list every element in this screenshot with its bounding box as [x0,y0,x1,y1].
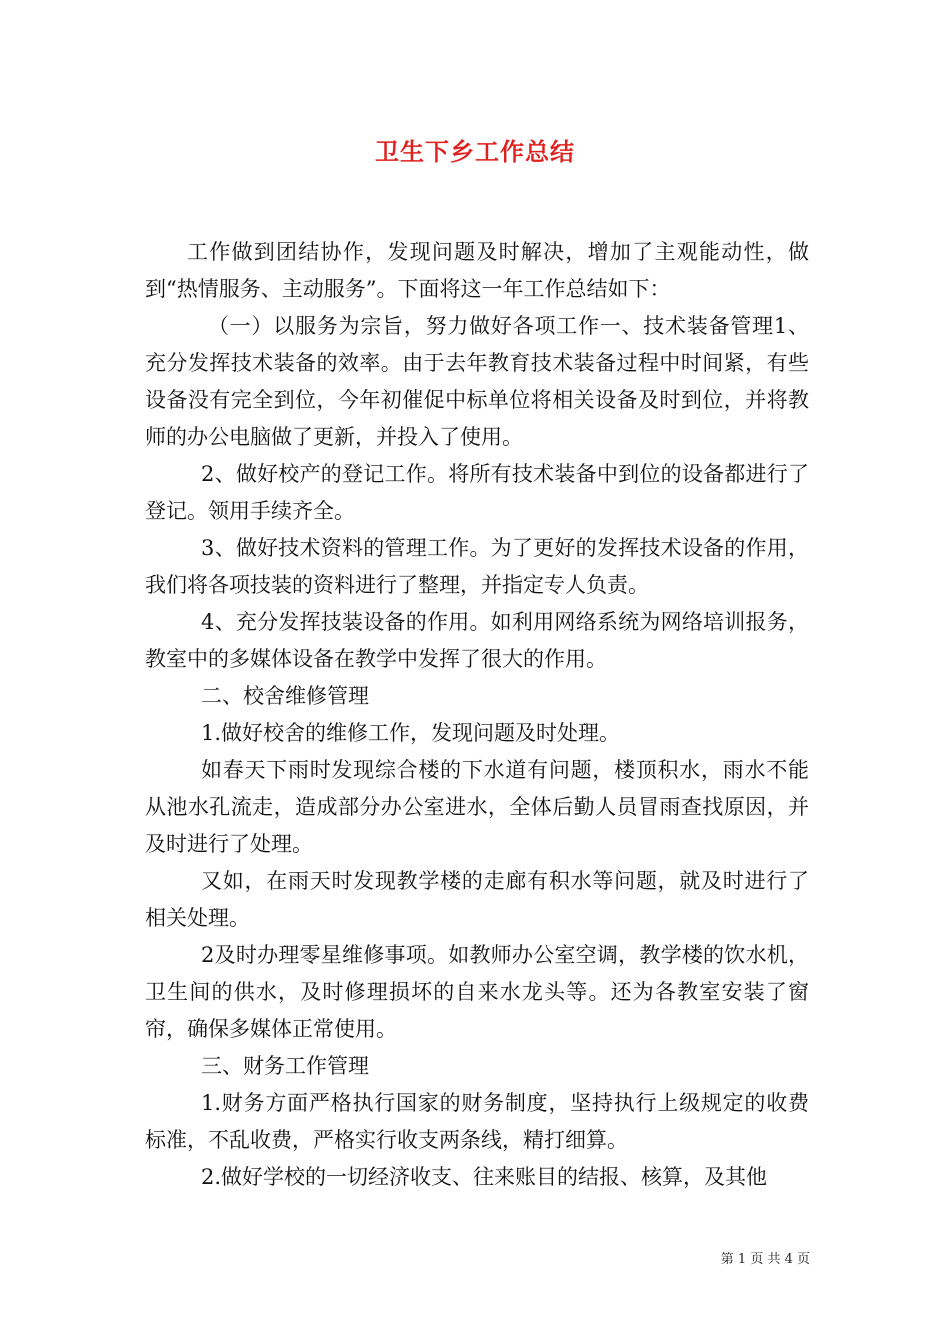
paragraph-intro: 工作做到团结协作，发现问题及时解决，增加了主观能动性，做到“热情服务、主动服务”。下面将这一年工作总结如下： [145,240,809,301]
paragraph-utilization: 4、充分发挥技装设备的作用。如利用网络系统为网络培训报务，教室中的多媒体设备在教学中发挥了很大的作用。 [145,610,809,671]
paragraph-maintenance-2: 2及时办理零星维修事项。如教师办公室空调，教学楼的饮水机，卫生间的供水，及时修理损坏的自来水龙头等。还为各教室安装了窗帘，确保多媒体正常使用。 [145,943,809,1041]
paragraph-finance-1: 1.财务方面严格执行国家的财务制度，坚持执行上级规定的收费标准，不乱收费，严格实行收支两条线，精打细算。 [145,1091,809,1152]
paragraph-maintenance-1: 1.做好校舍的维修工作，发现问题及时处理。 [201,721,621,745]
document-title: 卫生下乡工作总结 [375,138,575,166]
section-heading-maintenance: 二、校舍维修管理 [201,684,369,708]
paragraph-equipment: （一）以服务为宗旨，努力做好各项工作一、技术装备管理1、充分发挥技术装备的效率。由于去年教育技术装备过程中时间紧，有些设备没有完全到位，今年初催促中标单位将相关设备及时到位，并将教师的办公电脑做了更新，并投入了使用。 [145,314,809,449]
paragraph-documentation: 3、做好技术资料的管理工作。为了更好的发挥技术设备的作用，我们将各项技装的资料进行了整理，并指定专人负责。 [145,536,809,597]
page-number-footer: 第 1 页 共 4 页 [720,1252,810,1267]
document-body [145,234,809,1196]
paragraph-corridor-example: 又如，在雨天时发现教学楼的走廊有积水等问题，就及时进行了相关处理。 [145,869,809,930]
paragraph-rain-example: 如春天下雨时发现综合楼的下水道有问题，楼顶积水，雨水不能从池水孔流走，造成部分办公室进水，全体后勤人员冒雨查找原因，并及时进行了处理。 [145,758,809,856]
paragraph-finance-2: 2.做好学校的一切经济收支、往来账目的结报、核算，及其他 [201,1165,768,1189]
paragraph-registration: 2、做好校产的登记工作。将所有技术装备中到位的设备都进行了登记。领用手续齐全。 [145,462,809,523]
section-heading-finance: 三、财务工作管理 [201,1054,369,1078]
